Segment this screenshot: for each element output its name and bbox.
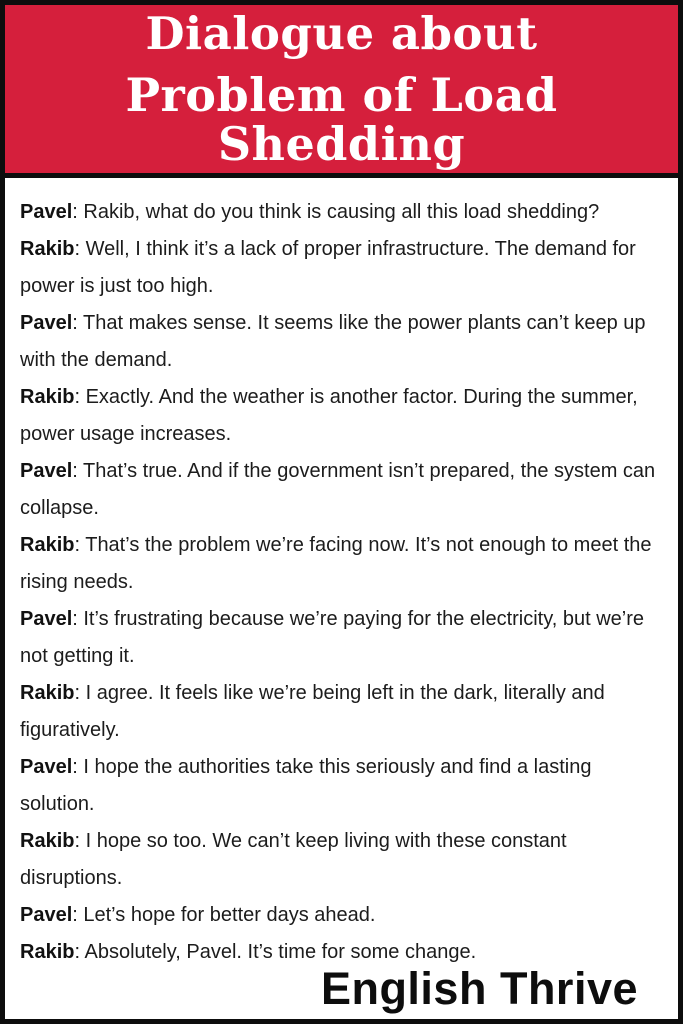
header-banner: [5, 5, 678, 178]
speaker-name: Pavel: [20, 201, 73, 223]
dialogue-text: : I hope the authorities take this seriously and find a lasting solution.: [20, 756, 592, 815]
dialogue-text: : Well, I think it’s a lack of proper infrastructure. The demand for power is just too high.: [20, 238, 636, 297]
page-title-line-2: Problem of Load Shedding: [125, 68, 558, 171]
dialogue-line: [20, 453, 670, 527]
dialogue-text: : That makes sense. It seems like the power plants can’t keep up with the demand.: [20, 312, 646, 371]
dialogue-line: [20, 675, 670, 749]
speaker-name: Pavel: [20, 460, 73, 482]
dialogue-line: [20, 231, 670, 305]
dialogue-line: [20, 305, 670, 379]
dialogue-line: [20, 601, 670, 675]
speaker-name: Rakib: [20, 386, 75, 408]
speaker-name: Pavel: [20, 756, 73, 778]
speaker-name: Pavel: [20, 608, 73, 630]
dialogue-text: : I hope so too. We can’t keep living with these constant disruptions.: [20, 830, 567, 889]
dialogue-section: [5, 178, 678, 971]
page-title-line-1: Dialogue about: [145, 7, 538, 61]
speaker-name: Pavel: [20, 312, 73, 334]
brand-logo-text: English Thrive: [320, 963, 638, 1014]
dialogue-line: [20, 527, 670, 601]
speaker-name: Pavel: [20, 904, 73, 926]
speaker-name: Rakib: [20, 941, 75, 963]
speaker-name: Rakib: [20, 830, 75, 852]
dialogue-text: : Exactly. And the weather is another factor. During the summer, power usage increases.: [20, 386, 638, 445]
dialogue-text: : Rakib, what do you think is causing all this load shedding?: [72, 201, 600, 223]
dialogue-line: [20, 379, 670, 453]
dialogue-line: [20, 823, 670, 897]
dialogue-text: : It’s frustrating because we’re paying for the electricity, but we’re not getting it.: [20, 608, 645, 667]
speaker-name: Rakib: [20, 238, 75, 260]
speaker-name: Rakib: [20, 534, 75, 556]
dialogue-line: [20, 897, 670, 934]
dialogue-text: : That’s the problem we’re facing now. It’s not enough to meet the rising needs.: [20, 534, 652, 593]
dialogue-text: : I agree. It feels like we’re being left in the dark, literally and figuratively.: [20, 682, 605, 741]
dialogue-text: : Let’s hope for better days ahead.: [72, 904, 376, 926]
speaker-name: Rakib: [20, 682, 75, 704]
dialogue-text: : That’s true. And if the government isn’t prepared, the system can collapse.: [20, 460, 656, 519]
dialogue-line: [20, 749, 670, 823]
dialogue-text: : Absolutely, Pavel. It’s time for some change.: [74, 941, 477, 963]
dialogue-line: [20, 194, 670, 231]
